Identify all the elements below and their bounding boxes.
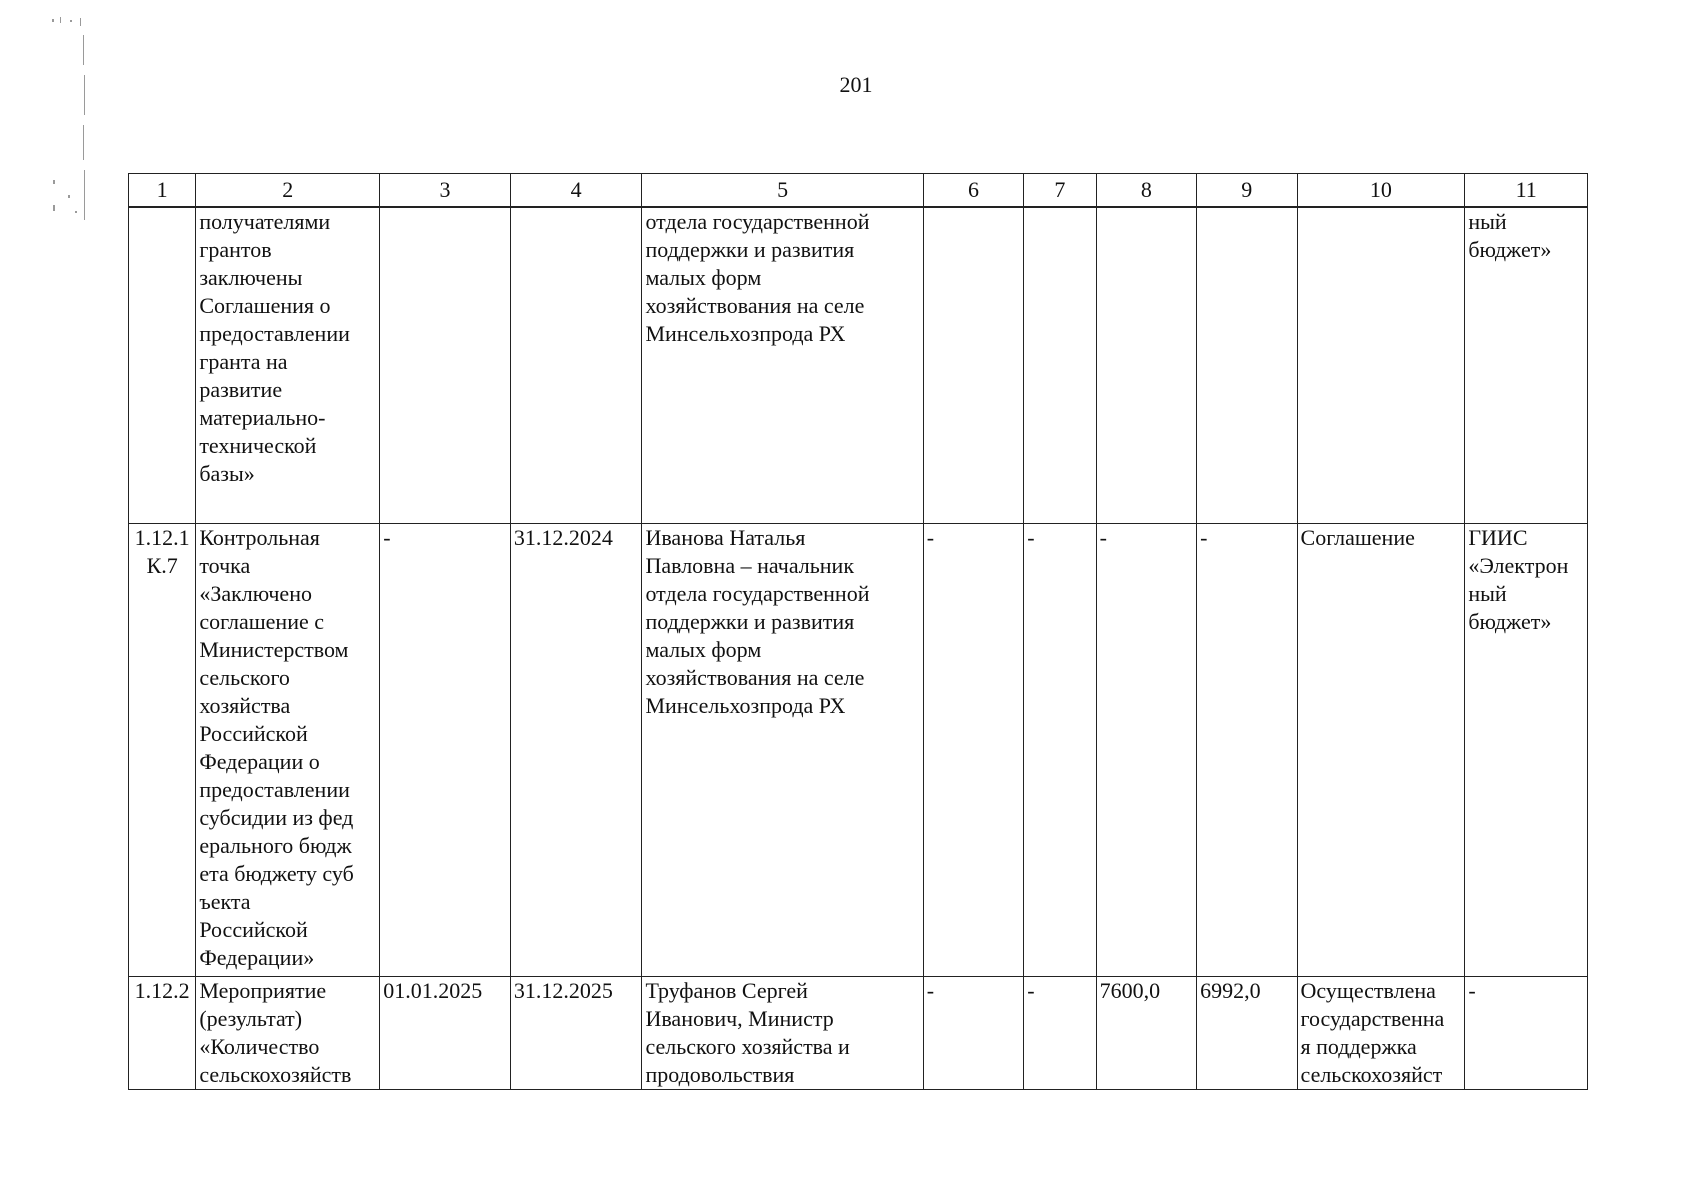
scan-margin-marks xyxy=(50,15,90,225)
column-header-11: 11 xyxy=(1465,174,1588,208)
plan-table xyxy=(128,173,1588,1090)
cell-col-9 xyxy=(1197,207,1297,524)
cell-system: - xyxy=(1465,977,1588,1090)
table-row xyxy=(129,524,1588,977)
cell-responsible: Иванова Наталья Павловна – начальник отдела государственной поддержки и развития малых форм хозяйствования на селе Минсельхозпрода РХ xyxy=(642,524,923,977)
column-header-1: 1 xyxy=(129,174,196,208)
cell-name: Мероприятие (результат) «Количество сельскохозяйств xyxy=(196,977,380,1090)
table-row xyxy=(129,977,1588,1090)
cell-number: 1.12.1 К.7 xyxy=(129,524,196,977)
column-header-3: 3 xyxy=(380,174,511,208)
cell-col-8 xyxy=(1096,207,1196,524)
table-row xyxy=(129,207,1588,524)
cell-end-date xyxy=(510,207,642,524)
cell-end-date: 31.12.2024 xyxy=(510,524,642,977)
cell-start-date: 01.01.2025 xyxy=(380,977,511,1090)
cell-number xyxy=(129,207,196,524)
column-header-4: 4 xyxy=(510,174,642,208)
cell-col-7: - xyxy=(1024,977,1096,1090)
cell-col-9: - xyxy=(1197,524,1297,977)
cell-result xyxy=(1297,207,1465,524)
cell-col-6 xyxy=(923,207,1023,524)
cell-col-6: - xyxy=(923,977,1023,1090)
cell-name: Контрольная точка «Заключено соглашение с Министерством сельского хозяйства Российской Федерации о предоставлении субсидии из фед ерального бюдж ета бюджету суб ъекта Российской Федерации» xyxy=(196,524,380,977)
column-header-6: 6 xyxy=(923,174,1023,208)
cell-responsible: отдела государственной поддержки и развития малых форм хозяйствования на селе Минсельхозпрода РХ xyxy=(642,207,923,524)
cell-col-8: 7600,0 xyxy=(1096,977,1196,1090)
column-header-9: 9 xyxy=(1197,174,1297,208)
cell-start-date: - xyxy=(380,524,511,977)
cell-responsible: Труфанов Сергей Иванович, Министр сельского хозяйства и продовольствия xyxy=(642,977,923,1090)
cell-col-7 xyxy=(1024,207,1096,524)
cell-start-date xyxy=(380,207,511,524)
cell-end-date: 31.12.2025 xyxy=(510,977,642,1090)
cell-col-7: - xyxy=(1024,524,1096,977)
column-header-10: 10 xyxy=(1297,174,1465,208)
cell-system: ГИИС «Электрон ный бюджет» xyxy=(1465,524,1588,977)
page-number: 201 xyxy=(839,72,873,97)
cell-name: получателями грантов заключены Соглашения о предоставлении гранта на развитие материально- технической базы» xyxy=(196,207,380,524)
column-header-5: 5 xyxy=(642,174,923,208)
cell-col-8: - xyxy=(1096,524,1196,977)
cell-col-6: - xyxy=(923,524,1023,977)
column-header-2: 2 xyxy=(196,174,380,208)
cell-result: Соглашение xyxy=(1297,524,1465,977)
column-header-8: 8 xyxy=(1096,174,1196,208)
cell-system: ный бюджет» xyxy=(1465,207,1588,524)
cell-col-9: 6992,0 xyxy=(1197,977,1297,1090)
column-header-7: 7 xyxy=(1024,174,1096,208)
cell-result: Осуществлена государственна я поддержка сельскохозяйст xyxy=(1297,977,1465,1090)
cell-number: 1.12.2 xyxy=(129,977,196,1090)
header-row xyxy=(129,174,1588,208)
